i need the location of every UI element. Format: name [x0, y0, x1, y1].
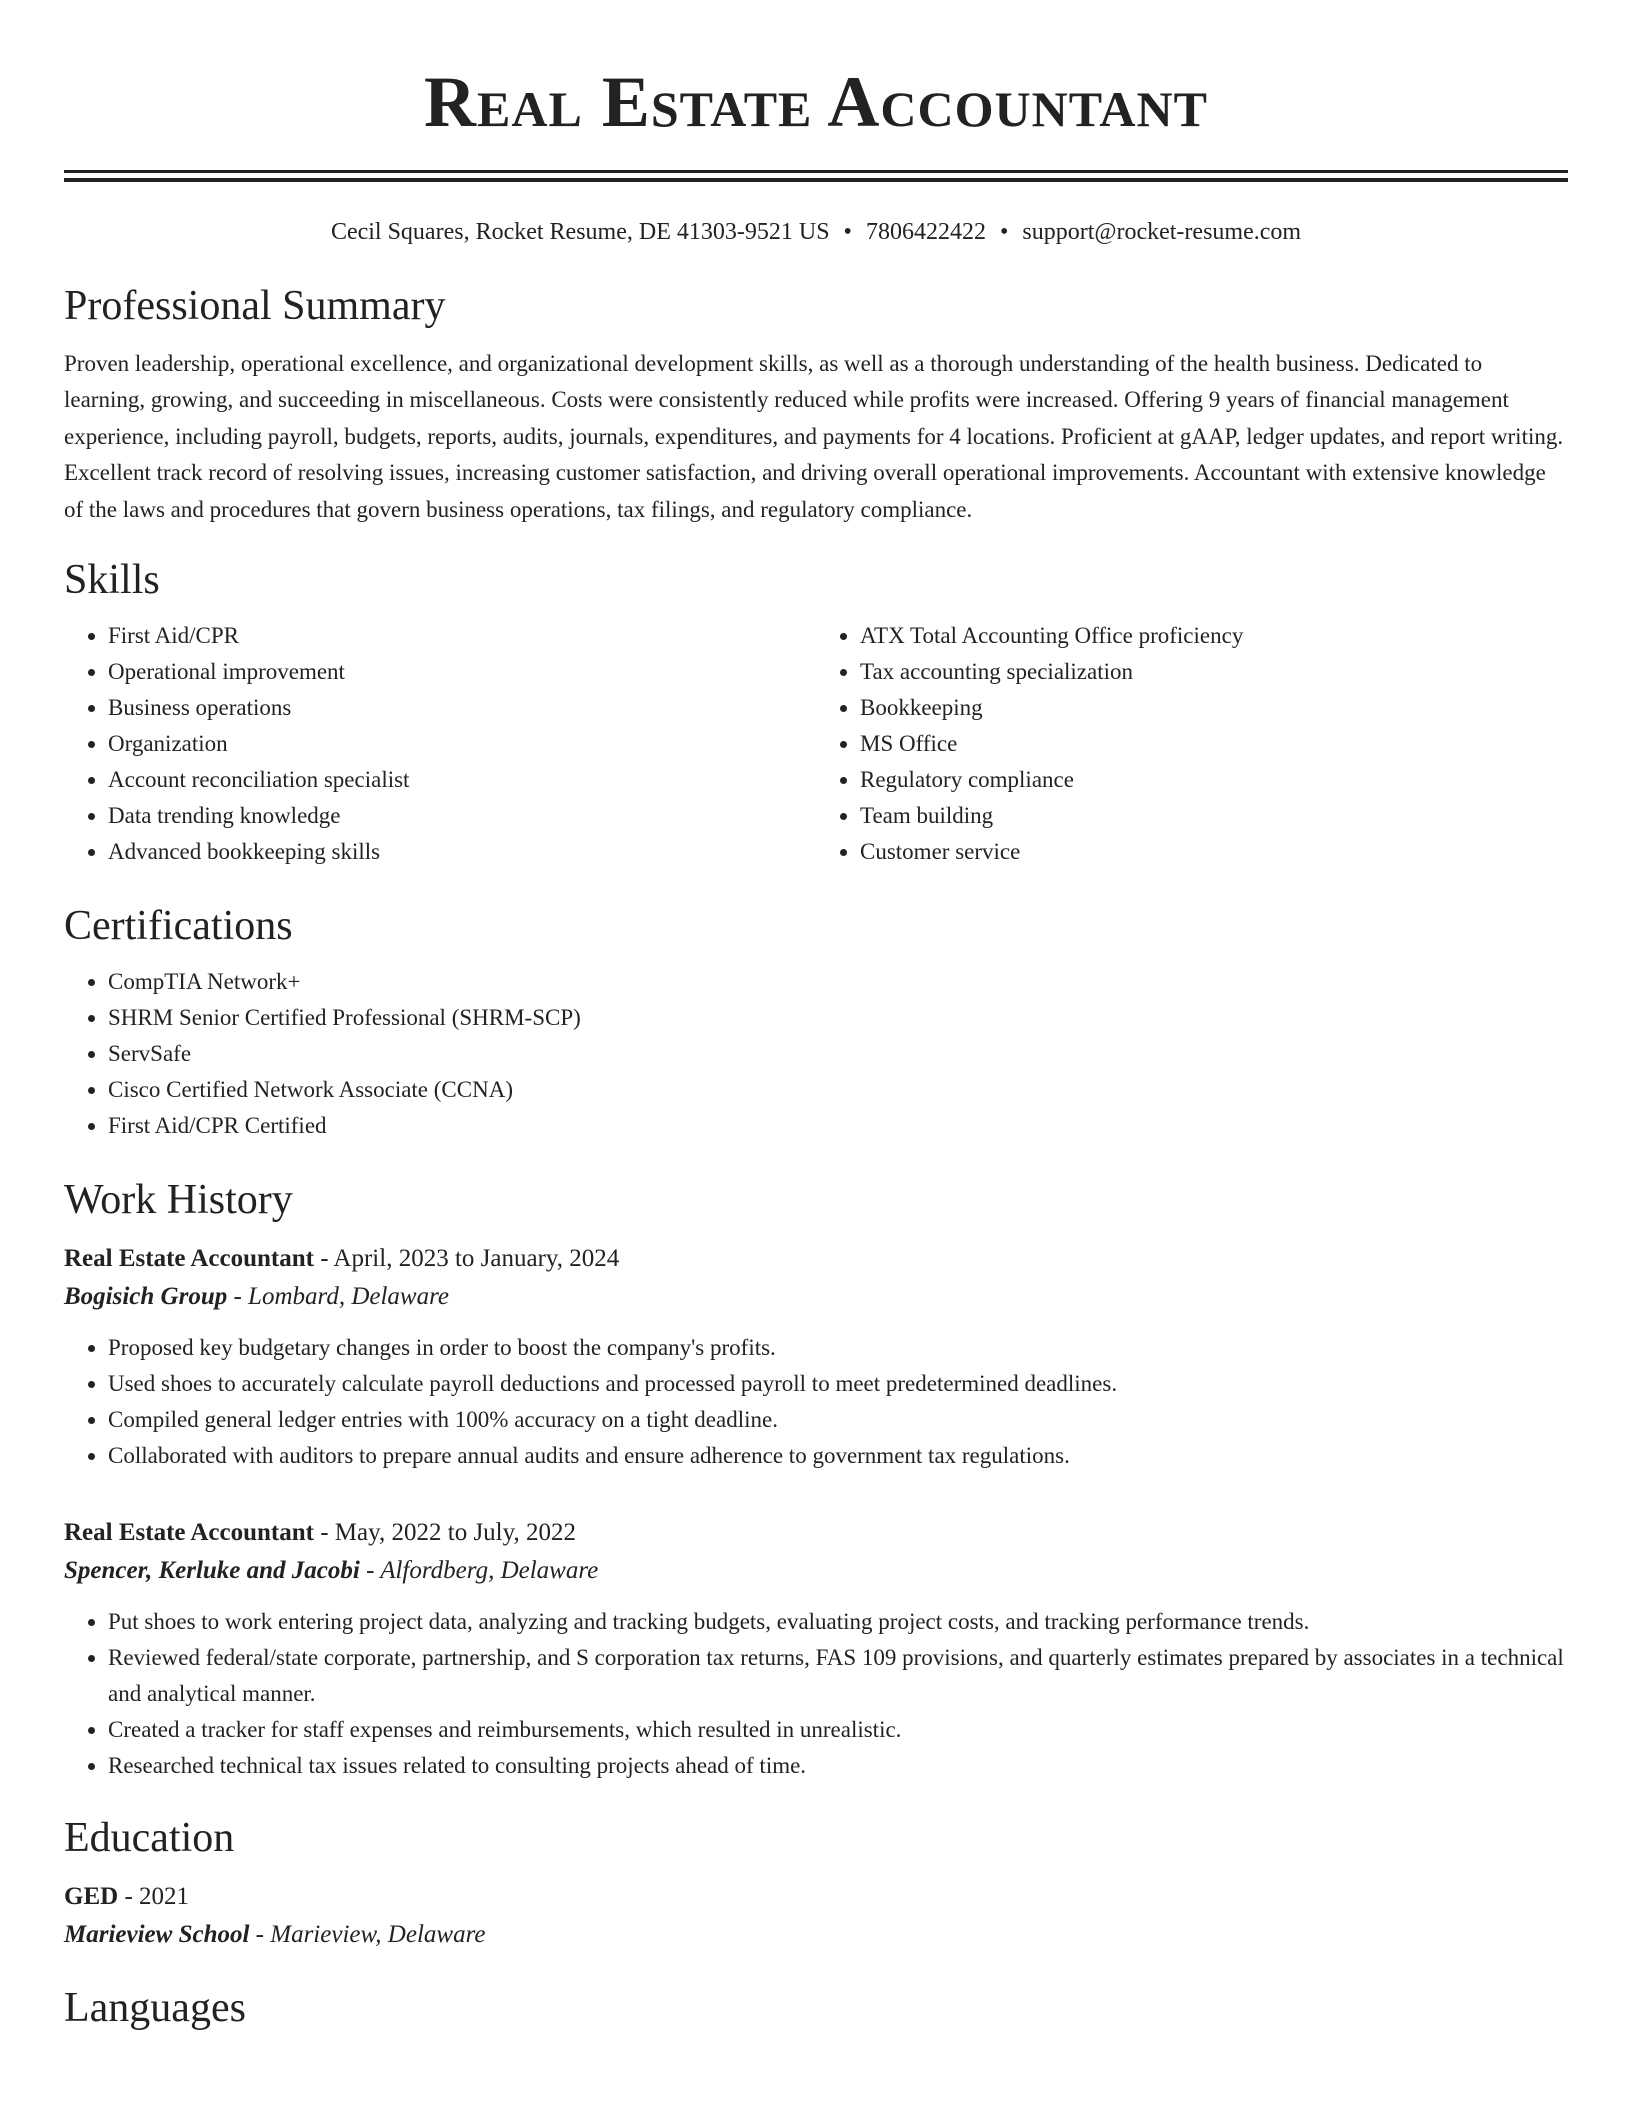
- education-year: - 2021: [118, 1883, 190, 1911]
- certification-item: • CompTIA Network+: [108, 964, 1568, 1000]
- certification-item: • SHRM Senior Certified Professional (SHRM-SCP): [108, 1000, 1568, 1036]
- contact-address: Cecil Squares, Rocket Resume, DE 41303-9521 US: [330, 219, 830, 245]
- summary-heading: Professional Summary: [64, 283, 446, 329]
- skill-item: • Business operations: [108, 690, 816, 726]
- job-role: Real Estate Accountant: [64, 1245, 314, 1273]
- job-role: Real Estate Accountant: [64, 1519, 314, 1547]
- job-bullet: • Compiled general ledger entries with 100% accuracy on a tight deadline.: [108, 1402, 1568, 1438]
- contact-email: support@rocket-resume.com: [1022, 219, 1302, 245]
- skills-list-left: [64, 618, 816, 870]
- skill-item: • Operational improvement: [108, 654, 816, 690]
- skill-item: • Account reconciliation specialist: [108, 762, 816, 798]
- job-bullet: • Created a tracker for staff expenses and reimbursements, which resulted in unrealistic.: [108, 1712, 1568, 1748]
- skill-item: • First Aid/CPR: [108, 618, 816, 654]
- contact-phone: 7806422422: [865, 219, 986, 245]
- skill-item: • MS Office: [860, 726, 1568, 762]
- job-bullet: • Researched technical tax issues related to consulting projects ahead of time.: [108, 1748, 1568, 1784]
- skills-list-right: [816, 618, 1568, 870]
- job-title-line: [64, 1514, 1568, 1552]
- work-history-heading: Work History: [64, 1177, 293, 1224]
- job-location: - Lombard, Delaware: [227, 1283, 449, 1311]
- job-company: Spencer, Kerluke and Jacobi: [64, 1557, 360, 1585]
- job-company-line: [64, 1552, 1568, 1590]
- education-school-line: [64, 1916, 1568, 1954]
- skill-item: • Tax accounting specialization: [860, 654, 1568, 690]
- languages-heading: Languages: [64, 1985, 246, 2032]
- summary-text: Proven leadership, operational excellence, and organizational development skills, as well as a thorough understanding of the health business. Dedicated to learning, growing, and succeeding in miscellaneous. Costs were consistently reduced while profits were increased. Offering 9 years of financial management experience, including payroll, budgets, reports, audits, journals, expenditures, and payments for 4 locations. Proficient at gAAP, ledger updates, and report writing. Excellent track record of resolving issues, increasing customer satisfaction, and driving overall operational improvements. Accountant with extensive knowledge of the laws and procedures that govern business operations, tax filings, and regulatory compliance.: [64, 351, 1564, 522]
- certification-item: • Cisco Certified Network Associate (CCNA): [108, 1072, 1568, 1108]
- certification-item: • ServSafe: [108, 1036, 1568, 1072]
- education-degree: GED: [64, 1883, 119, 1911]
- job-dates: - May, 2022 to July, 2022: [313, 1519, 577, 1547]
- resume-page: [64, 0, 1568, 2034]
- job-bullet: • Put shoes to work entering project data, analyzing and tracking budgets, evaluating project costs, and tracking performance trends.: [108, 1604, 1568, 1640]
- education-entry: [64, 1878, 1568, 1954]
- education-location: - Marieview, Delaware: [249, 1921, 486, 1949]
- skills-heading: Skills: [64, 557, 160, 604]
- job-bullet: • Proposed key budgetary changes in order to boost the company's profits.: [108, 1330, 1568, 1366]
- header-divider: [64, 170, 1568, 182]
- skill-item: • ATX Total Accounting Office proficiency: [860, 618, 1568, 654]
- job-bullet: • Used shoes to accurately calculate payroll deductions and processed payroll to meet predetermined deadlines.: [108, 1366, 1568, 1402]
- skill-item: • Advanced bookkeeping skills: [108, 834, 816, 870]
- job-location: - Alfordberg, Delaware: [359, 1557, 599, 1585]
- job-entry: [64, 1240, 1568, 1474]
- skills-columns: [64, 618, 1568, 870]
- contact-line: [64, 216, 1568, 248]
- education-heading: Education: [64, 1815, 235, 1862]
- job-bullet: • Reviewed federal/state corporate, partnership, and S corporation tax returns, FAS 109 provisions, and quarterly estimates prepared by associates in a technical and analytical manner.: [108, 1640, 1568, 1712]
- job-title-line: [64, 1240, 1568, 1278]
- skill-item: • Team building: [860, 798, 1568, 834]
- education-degree-line: [64, 1878, 1568, 1916]
- job-company-line: [64, 1278, 1568, 1316]
- skill-item: • Organization: [108, 726, 816, 762]
- job-dates: - April, 2023 to January, 2024: [313, 1245, 620, 1273]
- certifications-list: [64, 964, 1568, 1144]
- job-bullets: [64, 1330, 1568, 1474]
- job-bullet: • Collaborated with auditors to prepare annual audits and ensure adherence to government tax regulations.: [108, 1438, 1568, 1474]
- certification-item: • First Aid/CPR Certified: [108, 1108, 1568, 1144]
- skill-item: • Data trending knowledge: [108, 798, 816, 834]
- job-bullets: [64, 1604, 1568, 1784]
- job-entry: [64, 1514, 1568, 1784]
- certifications-heading: Certifications: [64, 903, 293, 950]
- job-company: Bogisich Group: [64, 1283, 228, 1311]
- education-school: Marieview School: [64, 1921, 250, 1949]
- resume-name: Real Estate Accountant: [424, 62, 1208, 142]
- skill-item: • Regulatory compliance: [860, 762, 1568, 798]
- contact-separator: •: [843, 219, 852, 245]
- skill-item: • Customer service: [860, 834, 1568, 870]
- contact-separator: •: [999, 219, 1009, 245]
- skill-item: • Bookkeeping: [860, 690, 1568, 726]
